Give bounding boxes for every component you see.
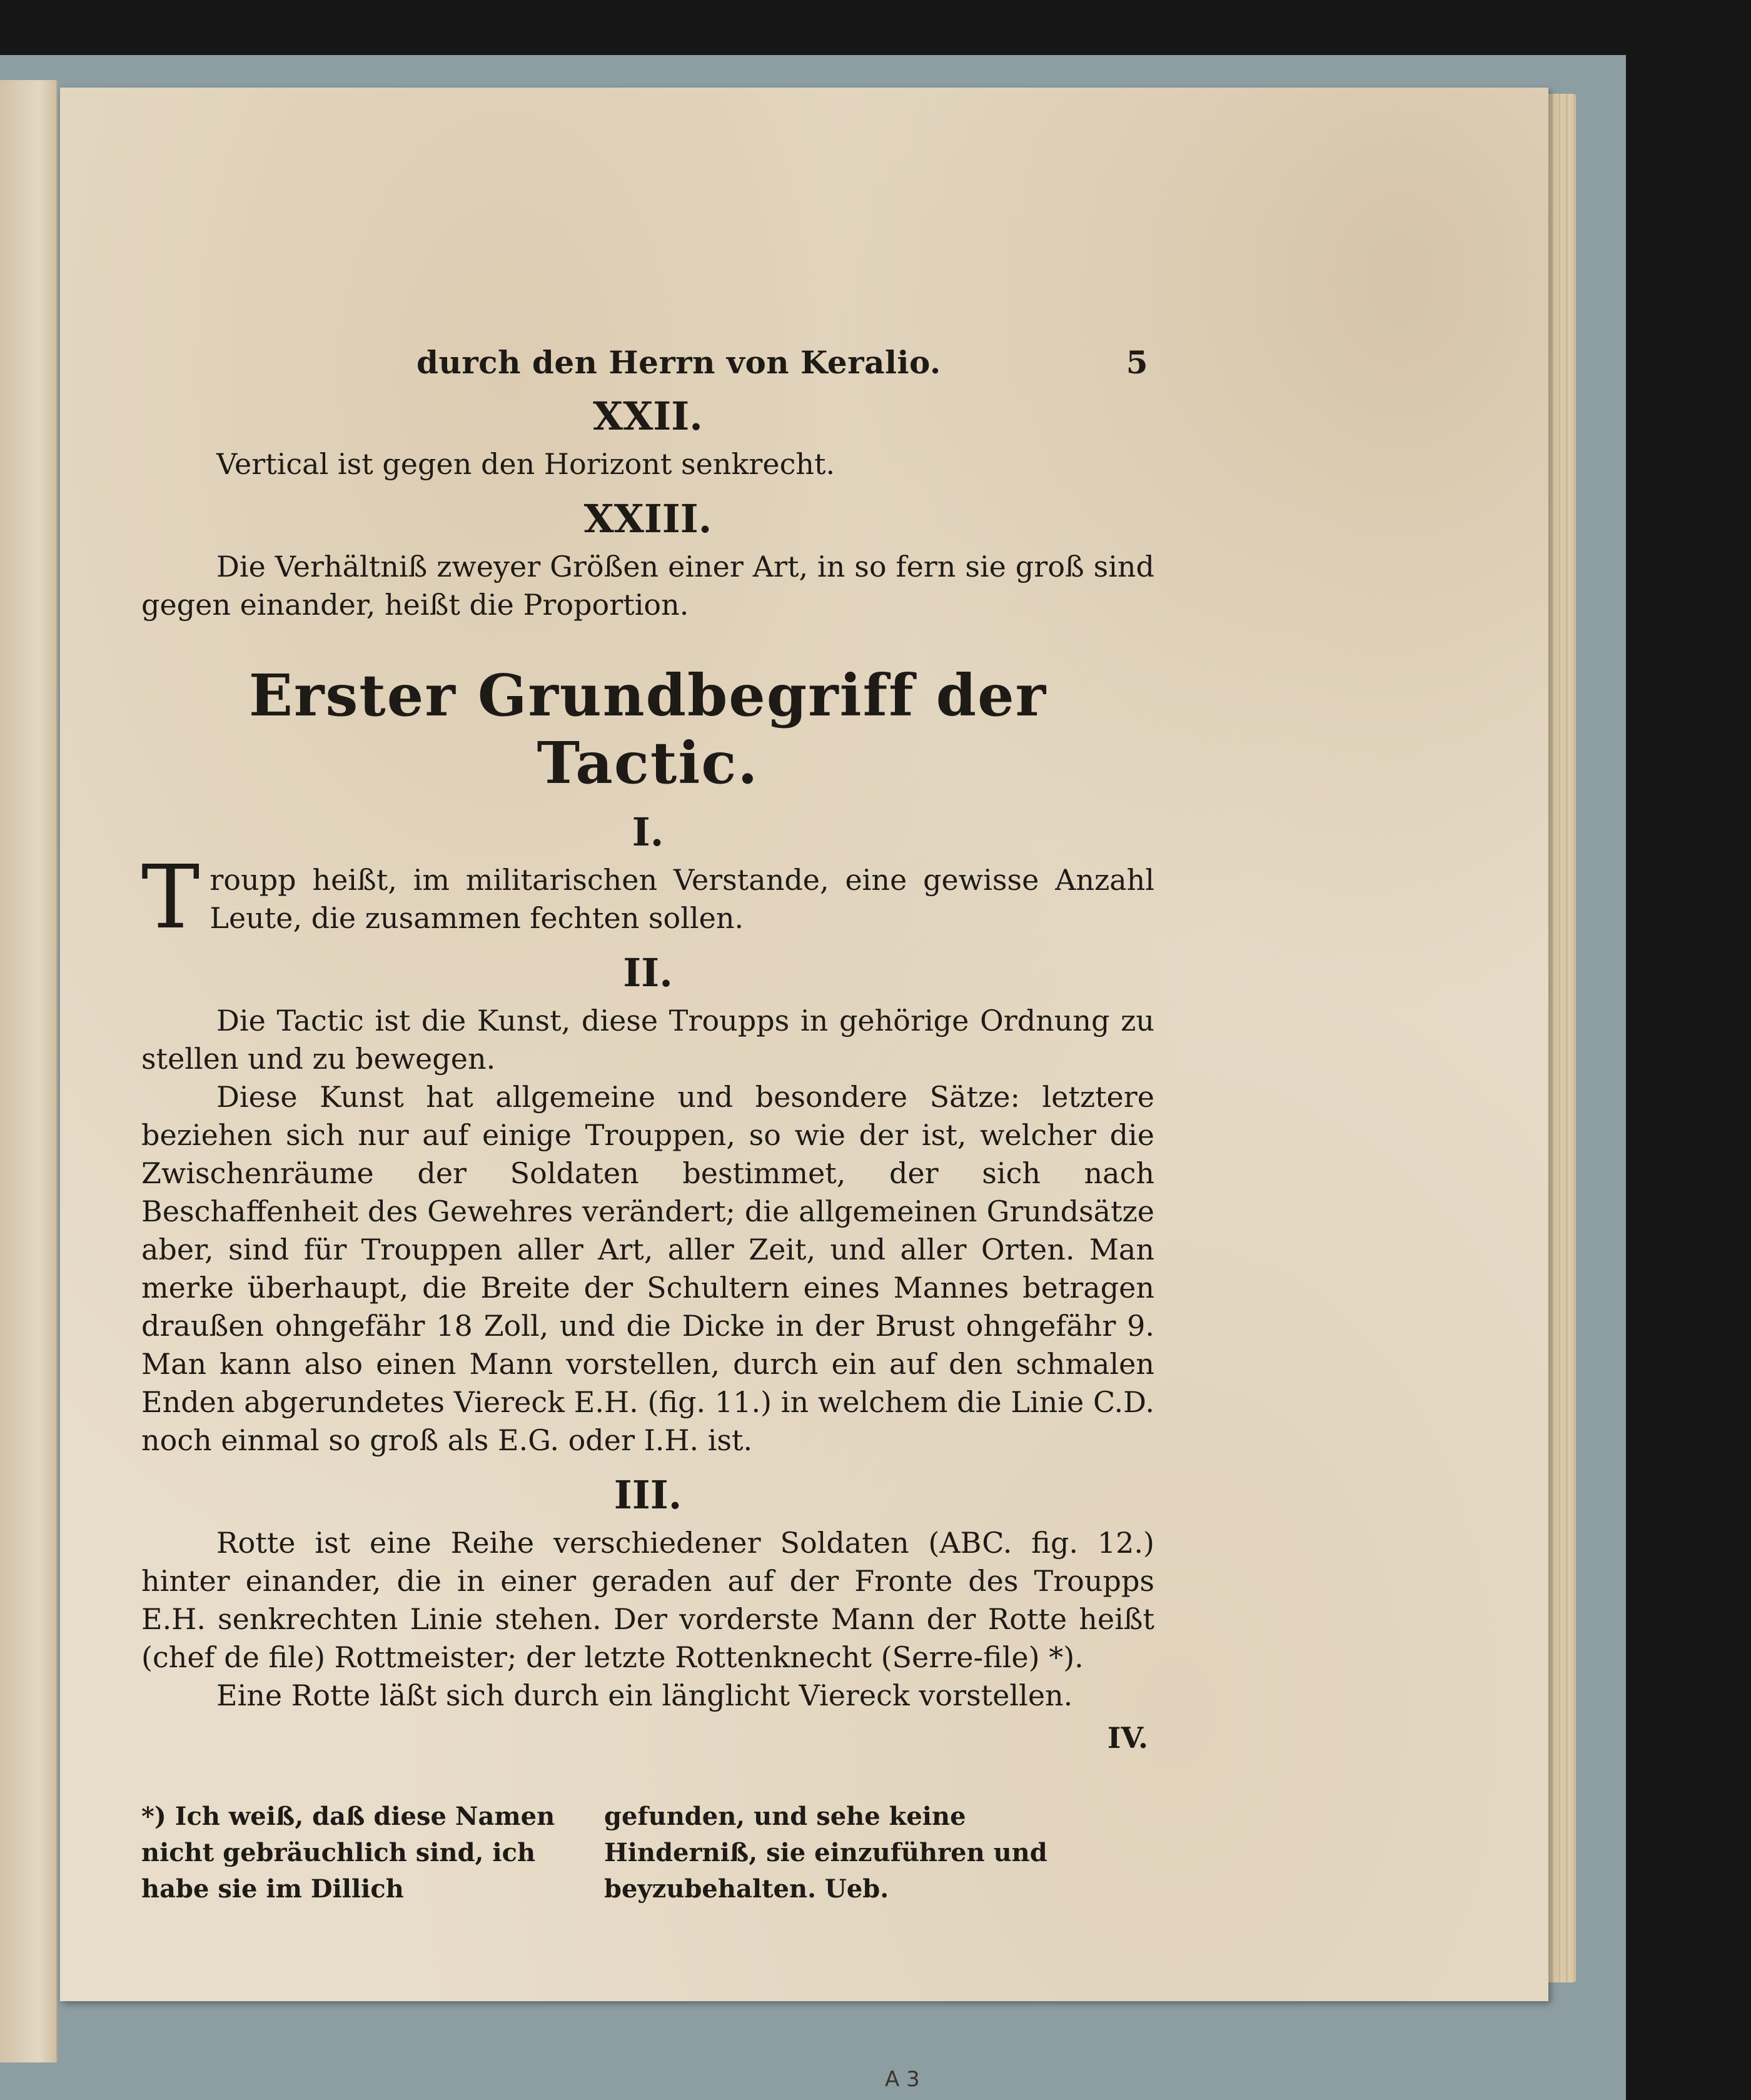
- catchword: IV.: [1107, 1721, 1148, 1755]
- article-paragraph: Diese Kunst hat allgemeine und besondere Sätze: letztere beziehen sich nur auf einige Trouppen, so wie der ist, welcher die Zwischenräume der Soldaten bestimmet, der sich nach Beschaffenheit des Gewehres verändert; die allgemeinen Grundsätze aber, sind für Trouppen aller Art, aller Zeit, und aller Orten. Man merke überhaupt, die Breite der Schultern eines Mannes betragen draußen ohngefähr 18 Zoll, und die Dicke in der Brust ohngefähr 9. Man kann also einen Mann vorstellen, durch ein auf den schmalen Enden abgerundetes Viereck E.H. (fig. 11.) in welchem die Linie C.D. noch einmal so groß als E.G. oder I.H. ist.: [141, 1080, 1154, 1457]
- page-text: [141, 256, 1154, 1907]
- running-head: durch den Herrn von Keralio.: [416, 344, 941, 381]
- section-text: Vertical ist gegen den Horizont senkrecht.: [216, 447, 835, 481]
- section-number: XXIII.: [583, 496, 712, 542]
- article-number: III.: [613, 1472, 682, 1518]
- page-number: 5: [1126, 344, 1148, 381]
- article-number: II.: [623, 950, 673, 996]
- footnote-column: gefunden, und sehe keine Hinderniß, sie einzuführen und beyzubehalten. Ueb.: [604, 1802, 1047, 1904]
- article-paragraph: Troupp heißt, im militarischen Verstande, eine gewisse Anzahl Leute, die zusammen fechten sollen.: [141, 847, 1154, 949]
- article-paragraph: Eine Rotte läßt sich durch ein länglicht Viereck vorstellen.: [216, 1678, 1073, 1712]
- signature-mark: A 3: [885, 2067, 920, 2092]
- running-header: [141, 344, 1154, 381]
- book-page: [60, 88, 1548, 2001]
- article-paragraph: Die Tactic ist die Kunst, diese Troupps in gehörige Ordnung zu stellen und zu bewegen.: [141, 1004, 1154, 1076]
- article-number: I.: [632, 809, 664, 855]
- section-text: Die Verhältniß zweyer Größen einer Art, in so fern sie groß sind gegen einander, heißt die Proportion.: [141, 550, 1154, 622]
- chapter-title: Erster Grundbegriff der Tactic.: [248, 662, 1047, 797]
- footnote-column: *) Ich weiß, daß diese Namen nicht gebräuchlich sind, ich habe sie im Dillich: [141, 1802, 555, 1904]
- left-page-edge: [0, 80, 58, 2062]
- section-number: XXII.: [593, 393, 703, 439]
- footnote: [141, 1799, 1154, 1907]
- article-paragraph: Rotte ist eine Reihe verschiedener Soldaten (ABC. fig. 12.) hinter einander, die in einer geraden auf der Fronte des Troupps E.H. senkrechten Linie stehen. Der vorderste Mann der Rotte heißt (chef de file) Rottmeister; der letzte Rottenknecht (Serre-file) *).: [141, 1526, 1154, 1674]
